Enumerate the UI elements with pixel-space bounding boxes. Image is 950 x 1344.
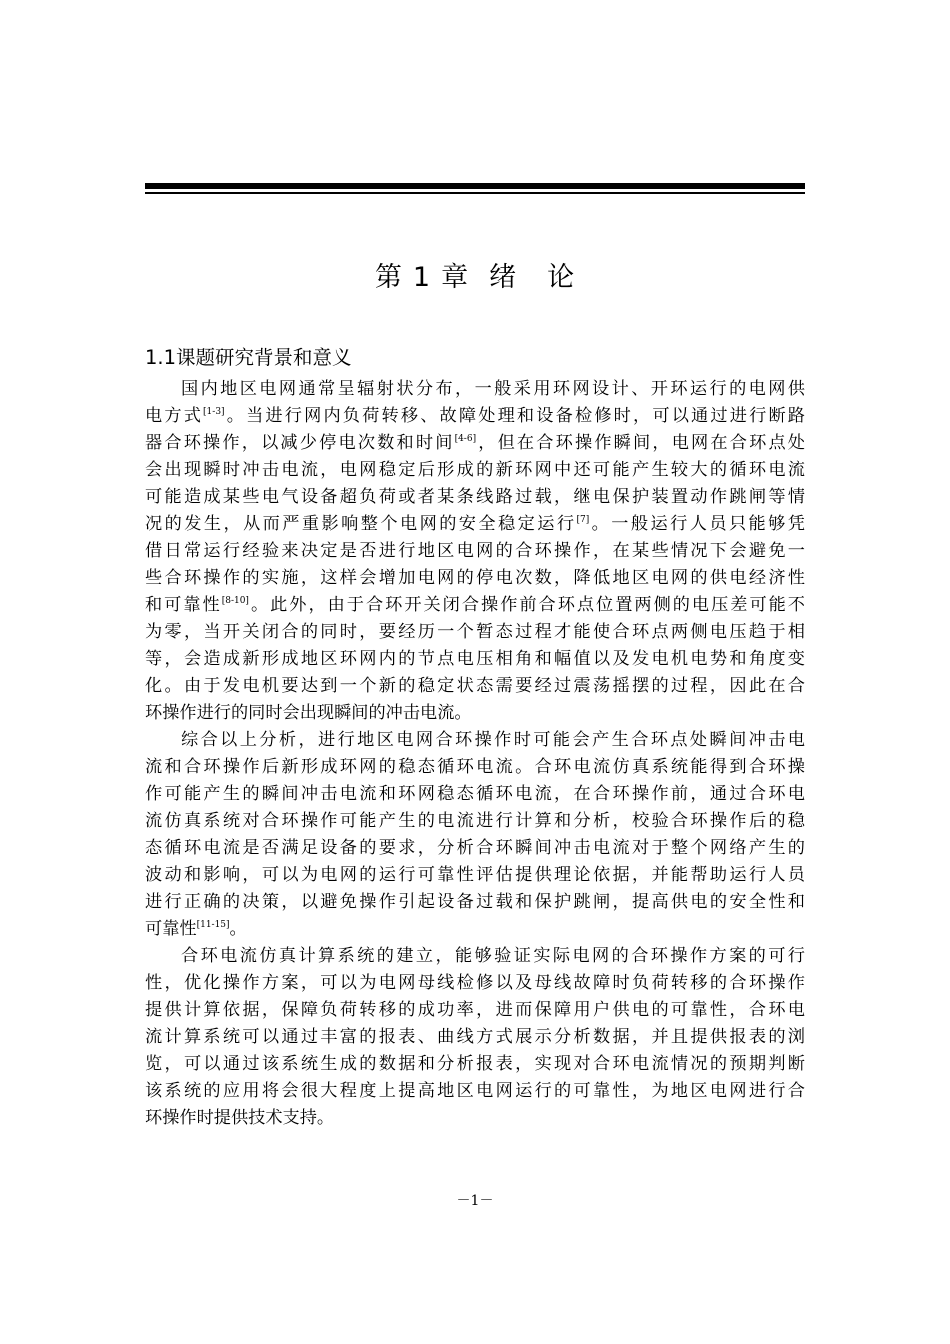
text: 。: [229, 919, 247, 939]
chapter-title-char-1: 绪: [489, 262, 518, 293]
p1-line: [145, 403, 805, 430]
p1-line: 可能造成某些电气设备超负荷或者某条线路过载，继电保护装置动作跳闸等情: [145, 487, 805, 507]
p3-line: 提供计算依据，保障负荷转移的成功率，进而保障用户供电的可靠性，合环电: [145, 1000, 805, 1020]
p1-line: 化。由于发电机要达到一个新的稳定状态需要经过震荡摇摆的过程，因此在合: [145, 676, 805, 696]
p2-line: 流和合环操作后新形成环网的稳态循环电流。合环电流仿真系统能得到合环操: [145, 757, 805, 777]
text: ，但在合环操作瞬间，电网在合环点处: [476, 433, 805, 453]
chapter-prefix: 第: [374, 262, 403, 293]
page-number: －1－: [456, 1193, 494, 1209]
text: 。当进行网内负荷转移、故障处理和设备检修时，可以通过进行断路: [224, 406, 805, 426]
chapter-title: [145, 255, 805, 294]
p2-line: 流仿真系统对合环操作可能产生的电流进行计算和分析，校验合环操作后的稳: [145, 811, 805, 831]
section-heading: [145, 342, 352, 370]
citation: [7]: [576, 515, 590, 525]
p3-line: 流计算系统可以通过丰富的报表、曲线方式展示分析数据，并且提供报表的浏: [145, 1027, 805, 1047]
text: 。一般运行人员只能够凭: [589, 514, 805, 534]
p2-line: 波动和影响，可以为电网的运行可靠性评估提供理论依据，并能帮助运行人员: [145, 865, 805, 885]
chapter-top-rule-thin: [145, 192, 805, 194]
p2-line: 进行正确的决策，以避免操作引起设备过载和保护跳闸，提高供电的安全性和: [145, 892, 805, 912]
p2-line: 作可能产生的瞬间冲击电流和环网稳态循环电流，在合环操作前，通过合环电: [145, 784, 805, 804]
p1-line: 环操作进行的同时会出现瞬间的冲击电流。: [145, 703, 472, 723]
citation: [8-10]: [221, 596, 249, 606]
p2-line: 综合以上分析，进行地区电网合环操作时可能会产生合环点处瞬间冲击电: [181, 730, 805, 750]
p2-line: [145, 916, 805, 943]
section-number: 1.1: [145, 346, 177, 369]
body-text: [145, 376, 805, 1132]
chapter-top-rule-thick: [145, 183, 805, 189]
chapter-suffix: 章: [441, 262, 470, 293]
p1-line: [145, 592, 805, 619]
p3-line: 环操作时提供技术支持。: [145, 1108, 335, 1128]
p3-line: 览，可以通过该系统生成的数据和分析报表，实现对合环电流情况的预期判断: [145, 1054, 805, 1074]
text: 器合环操作，以减少停电次数和时间: [145, 433, 455, 453]
p1-line: [145, 430, 805, 457]
p1-line: 些合环操作的实施，这样会增加电网的停电次数，降低地区电网的供电经济性: [145, 568, 805, 588]
section-title: 课题研究背景和意义: [176, 346, 352, 369]
citation: [4-6]: [454, 434, 477, 444]
text: 。此外，由于合环开关闭合操作前合环点位置两侧的电压差可能不: [248, 595, 805, 615]
p1-line: 国内地区电网通常呈辐射状分布，一般采用环网设计、开环运行的电网供: [181, 379, 805, 399]
p2-line: 态循环电流是否满足设备的要求，分析合环瞬间冲击电流对于整个网络产生的: [145, 838, 805, 858]
p3-line: 该系统的应用将会很大程度上提高地区电网运行的可靠性，为地区电网进行合: [145, 1081, 805, 1101]
p1-line: 借日常运行经验来决定是否进行地区电网的合环操作，在某些情况下会避免一: [145, 541, 805, 561]
text: 况的发生，从而严重影响整个电网的安全稳定运行: [145, 514, 577, 534]
text: 可靠性: [145, 919, 197, 939]
chapter-title-char-2: 论: [547, 262, 576, 293]
p1-line: 等，会造成新形成地区环网内的节点电压相角和幅值以及发电机电势和角度变: [145, 649, 805, 669]
p1-line: 会出现瞬时冲击电流，电网稳定后形成的新环网中还可能产生较大的循环电流: [145, 460, 805, 480]
p1-line: 为零，当开关闭合的同时，要经历一个暂态过程才能使合环点两侧电压趋于相: [145, 622, 805, 642]
citation: [1-3]: [203, 407, 225, 417]
p3-line: 性，优化操作方案，可以为电网母线检修以及母线故障时负荷转移的合环操作: [145, 973, 805, 993]
p1-line: [145, 511, 805, 538]
text: 和可靠性: [145, 595, 222, 615]
text: 电方式: [145, 406, 204, 426]
chapter-number: 1: [412, 262, 432, 293]
p3-line: 合环电流仿真计算系统的建立，能够验证实际电网的合环操作方案的可行: [181, 946, 805, 966]
citation: [11-15]: [196, 920, 230, 930]
